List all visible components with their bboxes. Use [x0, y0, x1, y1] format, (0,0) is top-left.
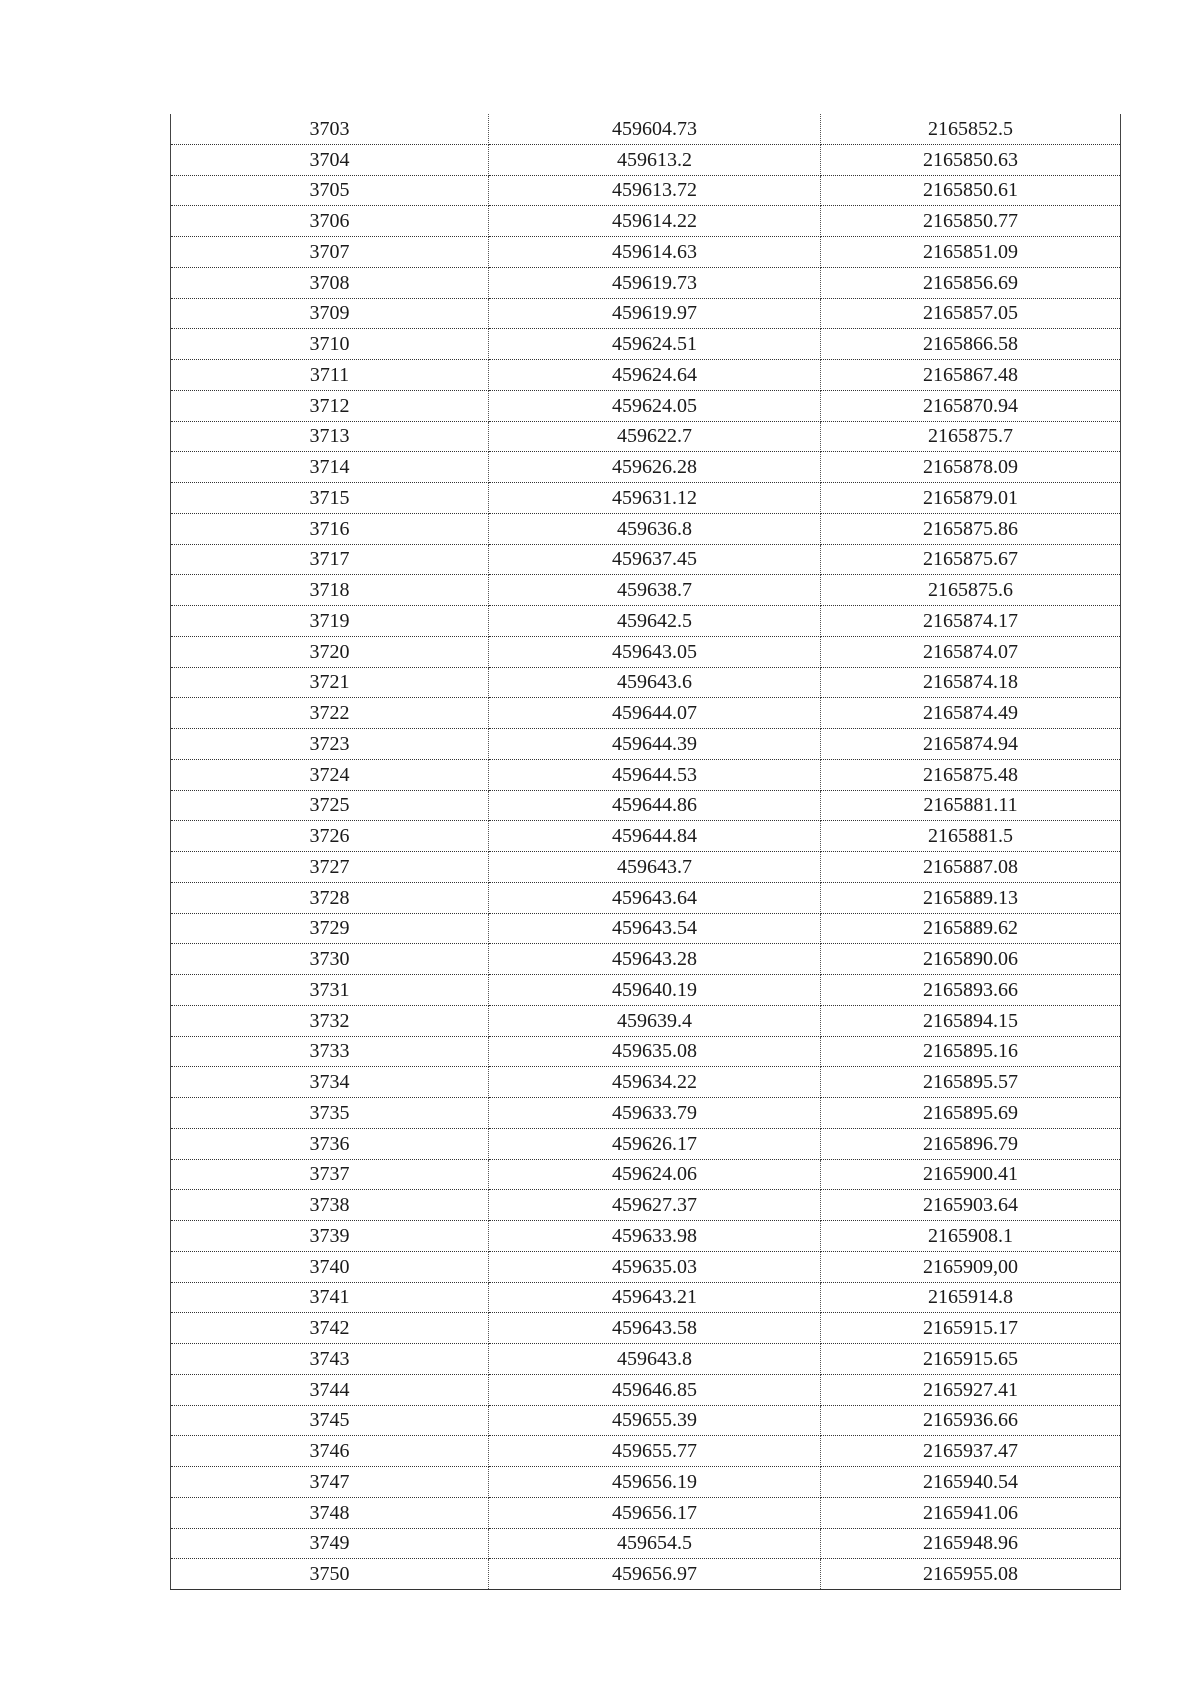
x-coordinate-cell: 459631.12	[489, 483, 821, 514]
x-coordinate-cell: 459643.8	[489, 1344, 821, 1375]
point-number-cell: 3738	[171, 1190, 489, 1221]
y-coordinate-cell: 2165893.66	[821, 975, 1121, 1006]
table-row	[171, 421, 1121, 452]
table-row	[171, 1036, 1121, 1067]
x-coordinate-cell: 459626.28	[489, 452, 821, 483]
x-coordinate-cell: 459627.37	[489, 1190, 821, 1221]
point-number-cell: 3721	[171, 667, 489, 698]
point-number-cell: 3740	[171, 1251, 489, 1282]
x-coordinate-cell: 459638.7	[489, 575, 821, 606]
y-coordinate-cell: 2165909,00	[821, 1251, 1121, 1282]
table-row	[171, 1344, 1121, 1375]
point-number-cell: 3736	[171, 1128, 489, 1159]
x-coordinate-cell: 459613.72	[489, 175, 821, 206]
x-coordinate-cell: 459655.39	[489, 1405, 821, 1436]
y-coordinate-cell: 2165890.06	[821, 944, 1121, 975]
table-row	[171, 206, 1121, 237]
point-number-cell: 3732	[171, 1005, 489, 1036]
table-row	[171, 1374, 1121, 1405]
y-coordinate-cell: 2165850.77	[821, 206, 1121, 237]
table-row	[171, 852, 1121, 883]
y-coordinate-cell: 2165915.17	[821, 1313, 1121, 1344]
point-number-cell: 3734	[171, 1067, 489, 1098]
y-coordinate-cell: 2165875.86	[821, 513, 1121, 544]
point-number-cell: 3737	[171, 1159, 489, 1190]
point-number-cell: 3747	[171, 1467, 489, 1498]
table-row	[171, 790, 1121, 821]
y-coordinate-cell: 2165875.67	[821, 544, 1121, 575]
x-coordinate-cell: 459655.77	[489, 1436, 821, 1467]
table-row	[171, 667, 1121, 698]
x-coordinate-cell: 459643.58	[489, 1313, 821, 1344]
table-row	[171, 175, 1121, 206]
x-coordinate-cell: 459634.22	[489, 1067, 821, 1098]
y-coordinate-cell: 2165874.49	[821, 698, 1121, 729]
x-coordinate-cell: 459644.84	[489, 821, 821, 852]
table-row	[171, 483, 1121, 514]
point-number-cell: 3719	[171, 606, 489, 637]
y-coordinate-cell: 2165866.58	[821, 329, 1121, 360]
y-coordinate-cell: 2165850.61	[821, 175, 1121, 206]
table-row	[171, 1528, 1121, 1559]
point-number-cell: 3708	[171, 267, 489, 298]
y-coordinate-cell: 2165874.18	[821, 667, 1121, 698]
y-coordinate-cell: 2165940.54	[821, 1467, 1121, 1498]
x-coordinate-cell: 459643.21	[489, 1282, 821, 1313]
table-row	[171, 882, 1121, 913]
x-coordinate-cell: 459644.07	[489, 698, 821, 729]
point-number-cell: 3712	[171, 390, 489, 421]
point-number-cell: 3723	[171, 729, 489, 760]
point-number-cell: 3703	[171, 114, 489, 144]
y-coordinate-cell: 2165948.96	[821, 1528, 1121, 1559]
y-coordinate-cell: 2165874.94	[821, 729, 1121, 760]
y-coordinate-cell: 2165927.41	[821, 1374, 1121, 1405]
y-coordinate-cell: 2165937.47	[821, 1436, 1121, 1467]
x-coordinate-cell: 459624.64	[489, 360, 821, 391]
x-coordinate-cell: 459643.28	[489, 944, 821, 975]
table-row	[171, 575, 1121, 606]
x-coordinate-cell: 459642.5	[489, 606, 821, 637]
point-number-cell: 3716	[171, 513, 489, 544]
point-number-cell: 3724	[171, 759, 489, 790]
point-number-cell: 3727	[171, 852, 489, 883]
y-coordinate-cell: 2165894.15	[821, 1005, 1121, 1036]
y-coordinate-cell: 2165875.7	[821, 421, 1121, 452]
point-number-cell: 3750	[171, 1559, 489, 1590]
point-number-cell: 3730	[171, 944, 489, 975]
point-number-cell: 3704	[171, 144, 489, 175]
x-coordinate-cell: 459635.08	[489, 1036, 821, 1067]
point-number-cell: 3729	[171, 913, 489, 944]
y-coordinate-cell: 2165874.07	[821, 636, 1121, 667]
y-coordinate-cell: 2165850.63	[821, 144, 1121, 175]
y-coordinate-cell: 2165851.09	[821, 237, 1121, 268]
y-coordinate-cell: 2165903.64	[821, 1190, 1121, 1221]
y-coordinate-cell: 2165870.94	[821, 390, 1121, 421]
x-coordinate-cell: 459614.63	[489, 237, 821, 268]
x-coordinate-cell: 459643.54	[489, 913, 821, 944]
point-number-cell: 3745	[171, 1405, 489, 1436]
point-number-cell: 3749	[171, 1528, 489, 1559]
y-coordinate-cell: 2165941.06	[821, 1497, 1121, 1528]
table-row	[171, 759, 1121, 790]
point-number-cell: 3713	[171, 421, 489, 452]
x-coordinate-cell: 459614.22	[489, 206, 821, 237]
x-coordinate-cell: 459646.85	[489, 1374, 821, 1405]
table-row	[171, 267, 1121, 298]
table-row	[171, 329, 1121, 360]
y-coordinate-cell: 2165895.69	[821, 1098, 1121, 1129]
point-number-cell: 3748	[171, 1497, 489, 1528]
x-coordinate-cell: 459613.2	[489, 144, 821, 175]
y-coordinate-cell: 2165857.05	[821, 298, 1121, 329]
point-number-cell: 3714	[171, 452, 489, 483]
table-row	[171, 1497, 1121, 1528]
table-row	[171, 513, 1121, 544]
table-row	[171, 1005, 1121, 1036]
x-coordinate-cell: 459619.97	[489, 298, 821, 329]
point-number-cell: 3717	[171, 544, 489, 575]
x-coordinate-cell: 459644.39	[489, 729, 821, 760]
table-row	[171, 1313, 1121, 1344]
point-number-cell: 3722	[171, 698, 489, 729]
y-coordinate-cell: 2165875.6	[821, 575, 1121, 606]
y-coordinate-cell: 2165879.01	[821, 483, 1121, 514]
x-coordinate-cell: 459637.45	[489, 544, 821, 575]
table-row	[171, 975, 1121, 1006]
y-coordinate-cell: 2165889.62	[821, 913, 1121, 944]
table-row	[171, 237, 1121, 268]
y-coordinate-cell: 2165895.16	[821, 1036, 1121, 1067]
x-coordinate-cell: 459624.51	[489, 329, 821, 360]
table-row	[171, 390, 1121, 421]
x-coordinate-cell: 459643.05	[489, 636, 821, 667]
x-coordinate-cell: 459626.17	[489, 1128, 821, 1159]
point-number-cell: 3746	[171, 1436, 489, 1467]
y-coordinate-cell: 2165852.5	[821, 114, 1121, 144]
point-number-cell: 3725	[171, 790, 489, 821]
x-coordinate-cell: 459604.73	[489, 114, 821, 144]
point-number-cell: 3744	[171, 1374, 489, 1405]
table-row	[171, 1282, 1121, 1313]
point-number-cell: 3707	[171, 237, 489, 268]
y-coordinate-cell: 2165895.57	[821, 1067, 1121, 1098]
x-coordinate-cell: 459633.79	[489, 1098, 821, 1129]
y-coordinate-cell: 2165878.09	[821, 452, 1121, 483]
point-number-cell: 3726	[171, 821, 489, 852]
y-coordinate-cell: 2165867.48	[821, 360, 1121, 391]
table-row	[171, 452, 1121, 483]
x-coordinate-cell: 459656.19	[489, 1467, 821, 1498]
table-row	[171, 114, 1121, 144]
point-number-cell: 3741	[171, 1282, 489, 1313]
table-row	[171, 944, 1121, 975]
point-number-cell: 3706	[171, 206, 489, 237]
x-coordinate-cell: 459656.97	[489, 1559, 821, 1590]
x-coordinate-cell: 459644.53	[489, 759, 821, 790]
y-coordinate-cell: 2165887.08	[821, 852, 1121, 883]
y-coordinate-cell: 2165900.41	[821, 1159, 1121, 1190]
point-number-cell: 3705	[171, 175, 489, 206]
table-row	[171, 144, 1121, 175]
y-coordinate-cell: 2165874.17	[821, 606, 1121, 637]
y-coordinate-cell: 2165875.48	[821, 759, 1121, 790]
y-coordinate-cell: 2165955.08	[821, 1559, 1121, 1590]
point-number-cell: 3731	[171, 975, 489, 1006]
point-number-cell: 3720	[171, 636, 489, 667]
y-coordinate-cell: 2165889.13	[821, 882, 1121, 913]
point-number-cell: 3733	[171, 1036, 489, 1067]
x-coordinate-cell: 459643.7	[489, 852, 821, 883]
table-row	[171, 698, 1121, 729]
y-coordinate-cell: 2165936.66	[821, 1405, 1121, 1436]
y-coordinate-cell: 2165908.1	[821, 1221, 1121, 1252]
x-coordinate-cell: 459654.5	[489, 1528, 821, 1559]
point-number-cell: 3718	[171, 575, 489, 606]
table-row	[171, 360, 1121, 391]
table-row	[171, 1190, 1121, 1221]
x-coordinate-cell: 459639.4	[489, 1005, 821, 1036]
x-coordinate-cell: 459633.98	[489, 1221, 821, 1252]
y-coordinate-cell: 2165914.8	[821, 1282, 1121, 1313]
point-number-cell: 3710	[171, 329, 489, 360]
table-row	[171, 729, 1121, 760]
table-row	[171, 1436, 1121, 1467]
point-number-cell: 3743	[171, 1344, 489, 1375]
point-number-cell: 3735	[171, 1098, 489, 1129]
point-number-cell: 3742	[171, 1313, 489, 1344]
table-row	[171, 1559, 1121, 1590]
table-row	[171, 636, 1121, 667]
x-coordinate-cell: 459635.03	[489, 1251, 821, 1282]
y-coordinate-cell: 2165896.79	[821, 1128, 1121, 1159]
point-number-cell: 3711	[171, 360, 489, 391]
x-coordinate-cell: 459640.19	[489, 975, 821, 1006]
table-row	[171, 1098, 1121, 1129]
table-row	[171, 1251, 1121, 1282]
coordinates-table-body	[171, 114, 1121, 1590]
x-coordinate-cell: 459619.73	[489, 267, 821, 298]
table-row	[171, 821, 1121, 852]
table-row	[171, 1467, 1121, 1498]
table-row	[171, 298, 1121, 329]
table-row	[171, 1128, 1121, 1159]
y-coordinate-cell: 2165881.11	[821, 790, 1121, 821]
y-coordinate-cell: 2165856.69	[821, 267, 1121, 298]
x-coordinate-cell: 459624.06	[489, 1159, 821, 1190]
x-coordinate-cell: 459636.8	[489, 513, 821, 544]
table-row	[171, 1067, 1121, 1098]
x-coordinate-cell: 459622.7	[489, 421, 821, 452]
y-coordinate-cell: 2165915.65	[821, 1344, 1121, 1375]
point-number-cell: 3715	[171, 483, 489, 514]
y-coordinate-cell: 2165881.5	[821, 821, 1121, 852]
table-row	[171, 606, 1121, 637]
point-number-cell: 3709	[171, 298, 489, 329]
coordinates-table	[170, 114, 1121, 1590]
table-row	[171, 1221, 1121, 1252]
point-number-cell: 3728	[171, 882, 489, 913]
x-coordinate-cell: 459643.64	[489, 882, 821, 913]
x-coordinate-cell: 459656.17	[489, 1497, 821, 1528]
table-row	[171, 913, 1121, 944]
x-coordinate-cell: 459643.6	[489, 667, 821, 698]
table-row	[171, 544, 1121, 575]
table-row	[171, 1405, 1121, 1436]
table-row	[171, 1159, 1121, 1190]
point-number-cell: 3739	[171, 1221, 489, 1252]
x-coordinate-cell: 459624.05	[489, 390, 821, 421]
x-coordinate-cell: 459644.86	[489, 790, 821, 821]
